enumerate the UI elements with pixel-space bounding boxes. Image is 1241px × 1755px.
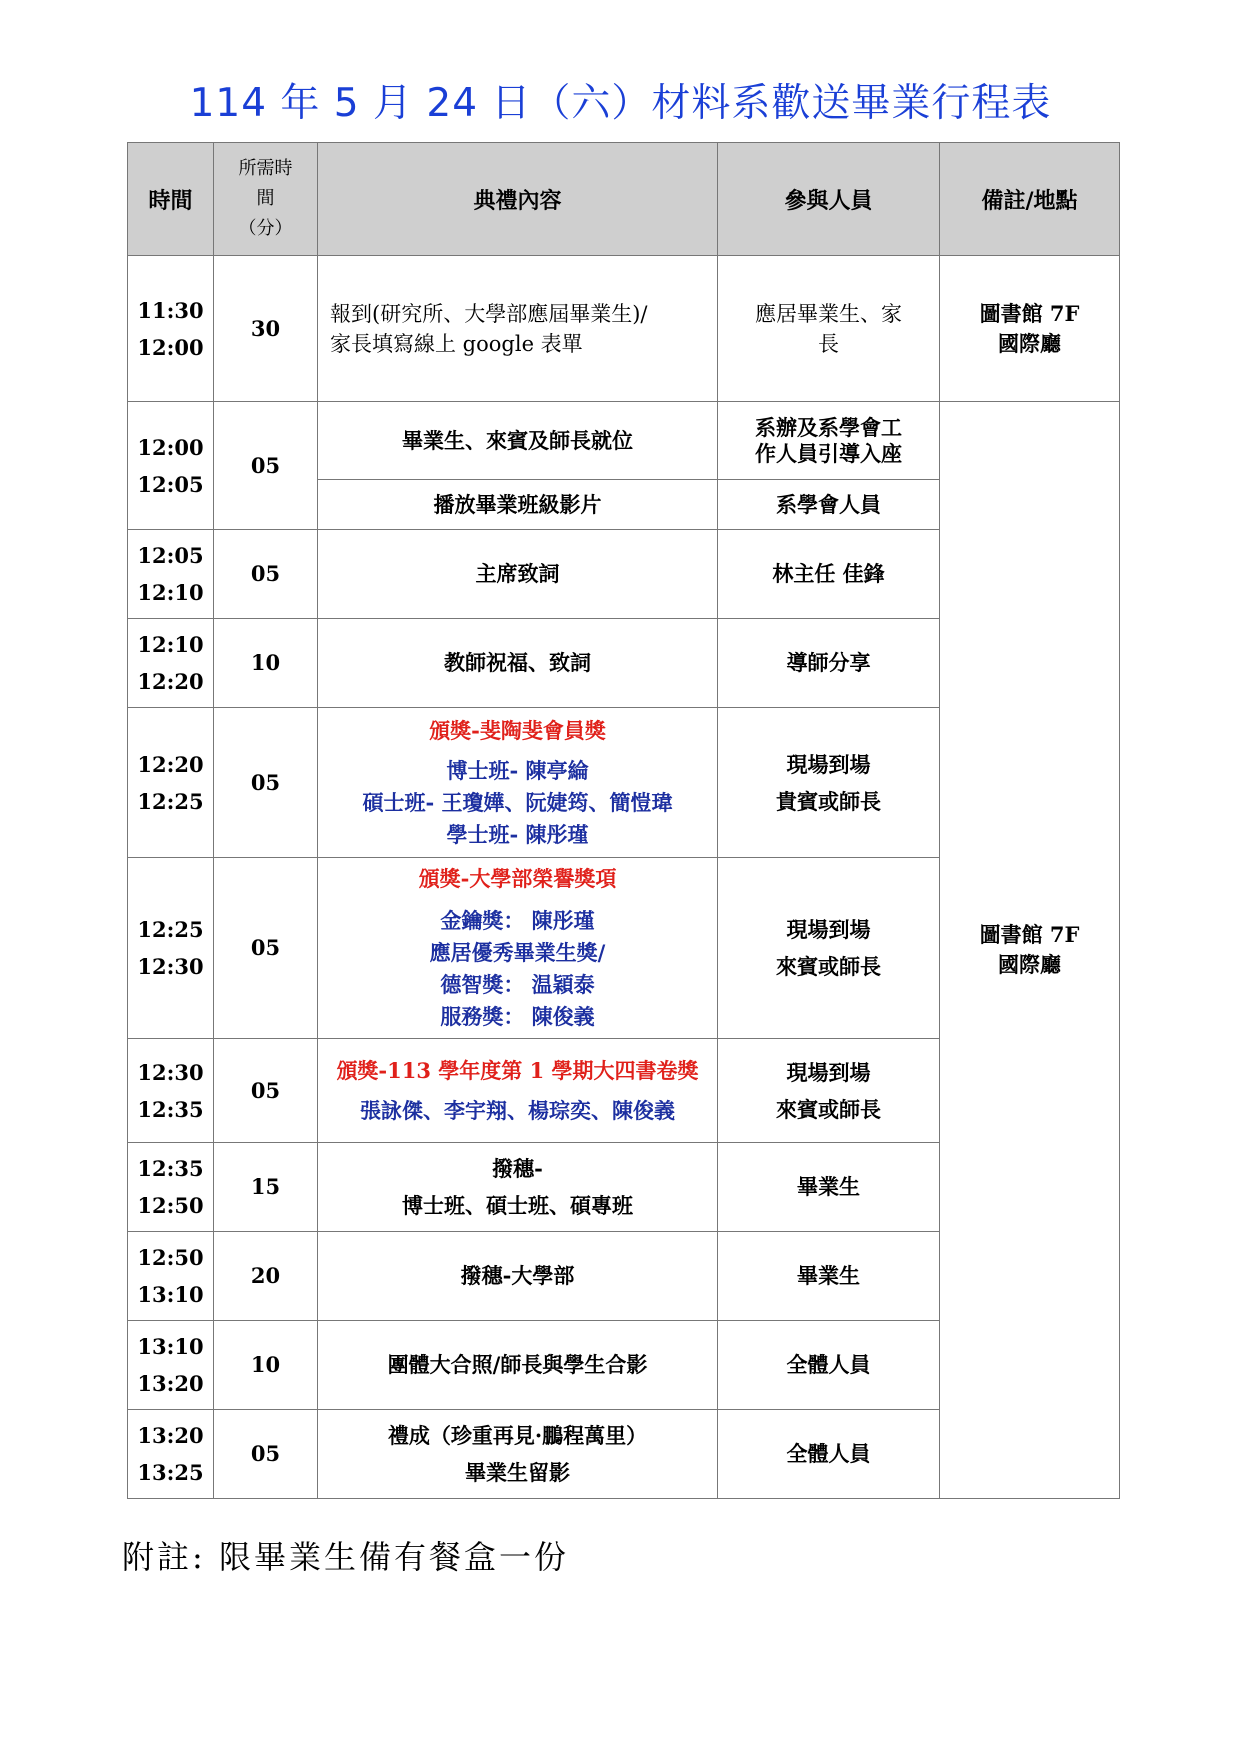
time-cell: 12:25 12:30 (128, 858, 214, 1039)
content-cell (318, 858, 718, 1039)
content-cell: 撥穗- 博士班、碩士班、碩專班 (318, 1143, 718, 1232)
participants-cell: 現場到場 來賓或師長 (718, 1039, 940, 1143)
duration-cell: 10 (214, 1321, 318, 1410)
participants-cell: 畢業生 (718, 1143, 940, 1232)
duration-cell: 10 (214, 619, 318, 708)
award-name-line: 張詠傑、李宇翔、楊琮奕、陳俊義 (360, 1097, 675, 1123)
time-cell: 12:05 12:10 (128, 530, 214, 619)
content-cell: 播放畢業班級影片 (318, 480, 718, 530)
merged-location-cell: 圖書館 7F 國際廳 (940, 402, 1120, 1499)
participants-cell: 現場到場 貴賓或師長 (718, 708, 940, 858)
award-name-line: 應居優秀畢業生獎/ (429, 940, 606, 965)
participants-cell: 應居畢業生、家 長 (718, 256, 940, 402)
time-cell: 12:20 12:25 (128, 708, 214, 858)
content-cell: 報到(研究所、大學部應屆畢業生)/ 家長填寫線上 google 表單 (318, 256, 718, 402)
award-name-line: 服務獎： 陳俊義 (440, 1004, 595, 1029)
time-cell: 13:10 13:20 (128, 1321, 214, 1410)
header-duration: 所需時 間 （分） (214, 143, 318, 256)
participants-cell: 畢業生 (718, 1232, 940, 1321)
award-name-line: 學士班- 陳彤瑾 (446, 821, 589, 847)
table-row (128, 256, 1120, 402)
time-cell: 12:30 12:35 (128, 1039, 214, 1143)
content-cell: 主席致詞 (318, 530, 718, 619)
header-time: 時間 (128, 143, 214, 256)
award-name-line: 博士班- 陳亭綸 (446, 757, 589, 783)
award-name-line: 德智獎： 温穎泰 (440, 972, 595, 997)
content-cell: 撥穗-大學部 (318, 1232, 718, 1321)
participants-cell: 現場到場 來賓或師長 (718, 858, 940, 1039)
content-cell (318, 1039, 718, 1143)
duration-cell: 20 (214, 1232, 318, 1321)
header-content: 典禮內容 (318, 143, 718, 256)
duration-cell: 05 (214, 402, 318, 530)
time-cell: 12:10 12:20 (128, 619, 214, 708)
duration-cell: 05 (214, 858, 318, 1039)
participants-cell: 系辦及系學會工 作人員引導入座 (718, 402, 940, 480)
content-cell: 教師祝福、致詞 (318, 619, 718, 708)
time-cell: 11:30 12:00 (128, 256, 214, 402)
participants-cell: 全體人員 (718, 1321, 940, 1410)
award-title: 頒獎-113 學年度第 1 學期大四書卷獎 (336, 1057, 699, 1083)
location-cell: 圖書館 7F 國際廳 (940, 256, 1120, 402)
footnote: 附註: 限畢業生備有餐盒一份 (122, 1538, 569, 1576)
page-title: 114 年 5 月 24 日（六）材料系歡送畢業行程表 (189, 81, 1052, 126)
duration-cell: 05 (214, 1039, 318, 1143)
time-cell: 12:00 12:05 (128, 402, 214, 530)
duration-cell: 05 (214, 708, 318, 858)
schedule-table (127, 142, 1120, 1499)
content-cell: 畢業生、來賓及師長就位 (318, 402, 718, 480)
time-cell: 13:20 13:25 (128, 1410, 214, 1499)
participants-cell: 系學會人員 (718, 480, 940, 530)
participants-cell: 導師分享 (718, 619, 940, 708)
award-title: 頒獎-斐陶斐會員獎 (429, 717, 606, 743)
header-row (128, 143, 1120, 256)
participants-cell: 全體人員 (718, 1410, 940, 1499)
time-cell: 12:35 12:50 (128, 1143, 214, 1232)
participants-cell: 林主任 佳鋒 (718, 530, 940, 619)
header-participants: 參與人員 (718, 143, 940, 256)
award-name-line: 金鑰獎： 陳彤瑾 (440, 908, 595, 933)
duration-cell: 15 (214, 1143, 318, 1232)
duration-cell: 30 (214, 256, 318, 402)
content-cell: 禮成（珍重再見·鵬程萬里） 畢業生留影 (318, 1410, 718, 1499)
award-title: 頒獎-大學部榮譽獎項 (418, 866, 617, 891)
duration-cell: 05 (214, 1410, 318, 1499)
award-name-line: 碩士班- 王瓊嬅、阮婕筠、簡愷瑋 (362, 789, 673, 815)
duration-cell: 05 (214, 530, 318, 619)
table-row (128, 402, 1120, 480)
content-cell: 團體大合照/師長與學生合影 (318, 1321, 718, 1410)
header-note: 備註/地點 (940, 143, 1120, 256)
time-cell: 12:50 13:10 (128, 1232, 214, 1321)
content-cell (318, 708, 718, 858)
